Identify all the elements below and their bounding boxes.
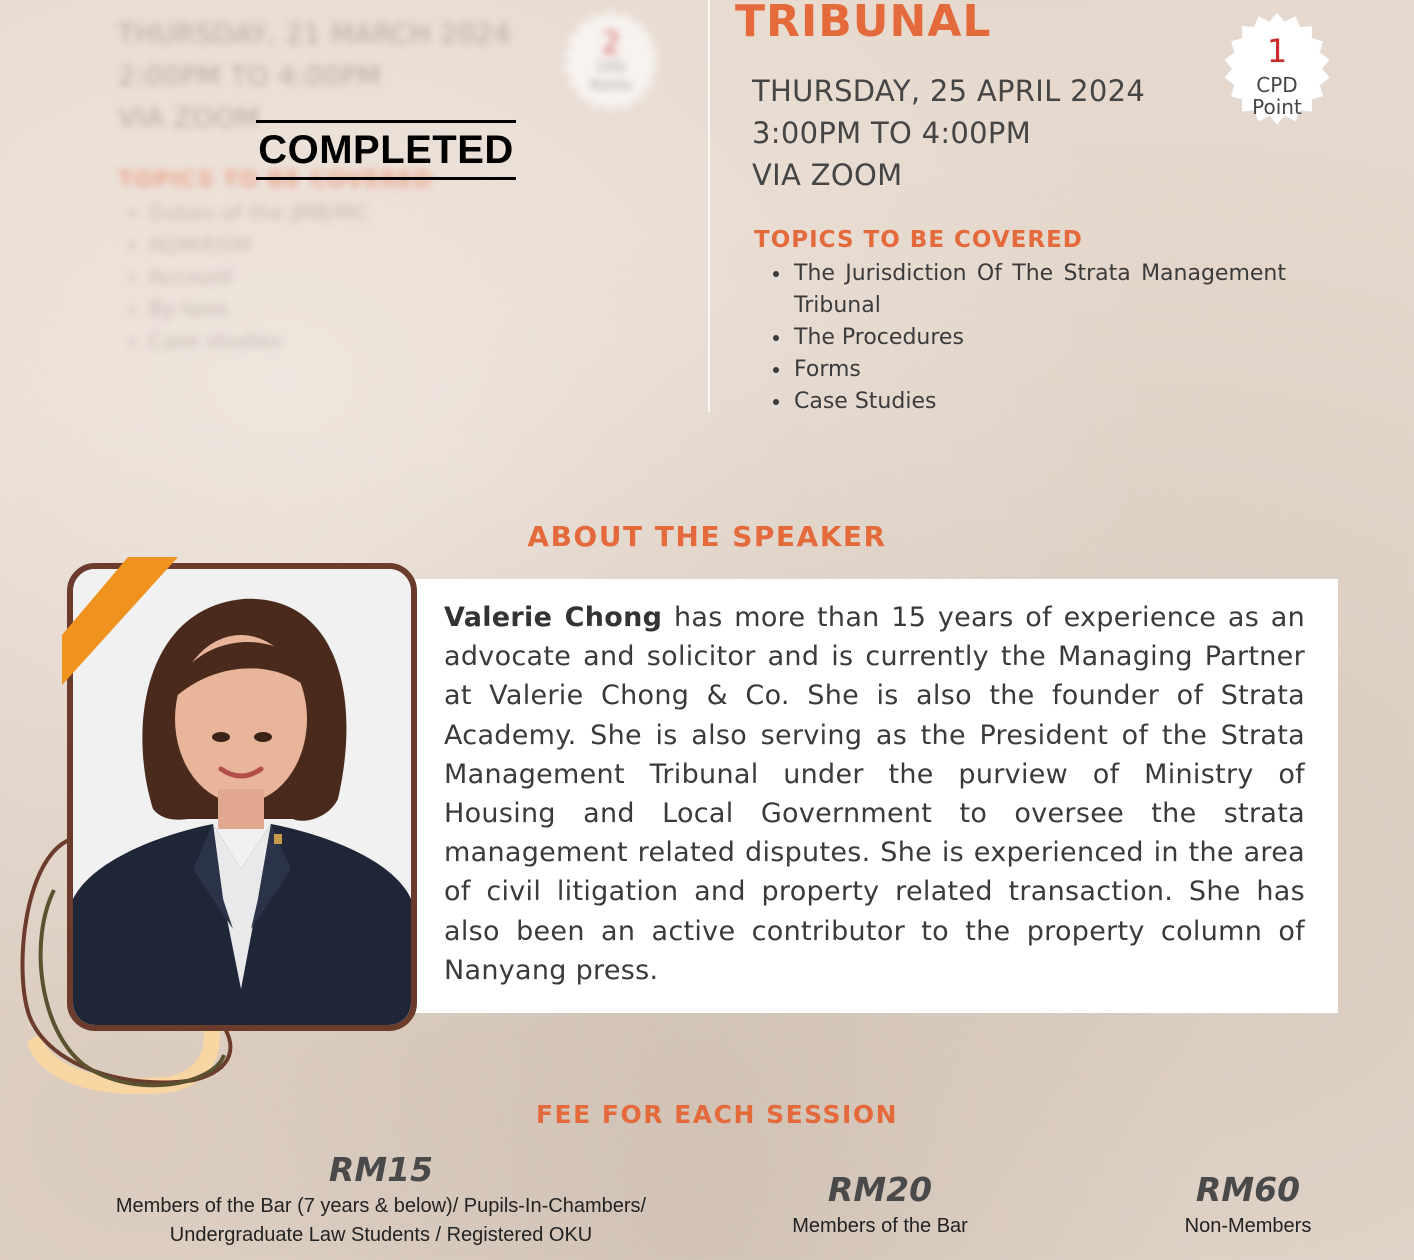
cpd-badge bbox=[1216, 10, 1338, 132]
session-details bbox=[752, 70, 1145, 196]
previous-session-time: 2:00PM TO 4:00PM bbox=[118, 61, 382, 92]
fee-amount: RM15 bbox=[328, 1150, 434, 1189]
speaker-heading: ABOUT THE SPEAKER bbox=[527, 520, 887, 553]
list-item: • Case studies bbox=[148, 325, 678, 357]
session-date: THURSDAY, 25 APRIL 2024 bbox=[752, 74, 1146, 108]
column-divider bbox=[708, 0, 710, 412]
fee-audience-line1: Members of the Bar (7 years & below)/ Pupils-In-Chambers/ bbox=[115, 1195, 647, 1217]
cpd-label-line2: Point bbox=[1252, 95, 1302, 119]
previous-cpd-label-1: CPD bbox=[596, 60, 626, 76]
topics-list bbox=[760, 258, 1286, 418]
previous-session-venue: VIA ZOOM bbox=[118, 103, 260, 134]
list-item: • By-laws bbox=[148, 293, 678, 325]
fee-audience-line1: Members of the Bar bbox=[792, 1215, 968, 1237]
previous-cpd-number: 2 bbox=[601, 26, 621, 61]
ribbon-corner-icon bbox=[48, 555, 188, 695]
completed-stamp bbox=[256, 120, 516, 180]
previous-cpd-label-2: Points bbox=[589, 78, 633, 94]
topics-heading: TOPICS TO BE COVERED bbox=[754, 227, 1083, 253]
list-item: • The Procedures bbox=[792, 322, 1286, 354]
fee-audience-line2: Undergraduate Law Students / Registered OKU bbox=[169, 1224, 593, 1246]
fee-amount: RM60 bbox=[1195, 1170, 1301, 1209]
list-item: • AGM/EGM bbox=[148, 229, 678, 261]
fee-audience-line1: Non-Members bbox=[1184, 1215, 1312, 1237]
session-title: TRIBUNAL bbox=[735, 0, 992, 47]
session-venue: VIA ZOOM bbox=[752, 158, 903, 192]
previous-cpd-badge bbox=[556, 8, 666, 118]
previous-session-date: THURSDAY, 21 MARCH 2024 bbox=[118, 19, 511, 50]
fee-item-rm60 bbox=[1128, 1170, 1368, 1241]
speaker-name: Valerie Chong bbox=[444, 602, 663, 633]
list-item: • Forms bbox=[792, 354, 1286, 386]
cpd-number: 1 bbox=[1266, 32, 1288, 70]
fee-amount: RM20 bbox=[827, 1170, 933, 1209]
list-item: • Account bbox=[148, 261, 678, 293]
session-time: 3:00PM TO 4:00PM bbox=[752, 116, 1032, 150]
cpd-label-line1: CPD bbox=[1256, 73, 1298, 97]
speaker-bio bbox=[444, 598, 1305, 990]
fee-item-rm15 bbox=[86, 1150, 676, 1250]
completed-label: COMPLETED bbox=[258, 128, 514, 172]
list-item: • Case Studies bbox=[792, 386, 1286, 418]
list-item: • The Jurisdiction Of The Strata Management Tribunal bbox=[792, 258, 1286, 322]
previous-topics-list bbox=[118, 197, 678, 357]
fee-heading: FEE FOR EACH SESSION bbox=[535, 1100, 899, 1129]
speaker-bio-text: has more than 15 years of experience as an advocate and solicitor and is currently the Managing Partner at Valerie Chong & Co. She is also the founder of Strata Academy. She is also serving as the President of the Strata Management Tribunal under the purview of Ministry of Housing and Local Government to oversee the strata management related disputes. She is experienced in the area of civil litigation and property related transaction. She has also been an active contributor to the property column of Nanyang press. bbox=[444, 602, 1305, 986]
list-item: • Duties of the JMB/MC bbox=[148, 197, 678, 229]
previous-topics-heading: TOPICS TO BE COVERED bbox=[118, 168, 434, 193]
fee-item-rm20 bbox=[740, 1170, 1020, 1241]
